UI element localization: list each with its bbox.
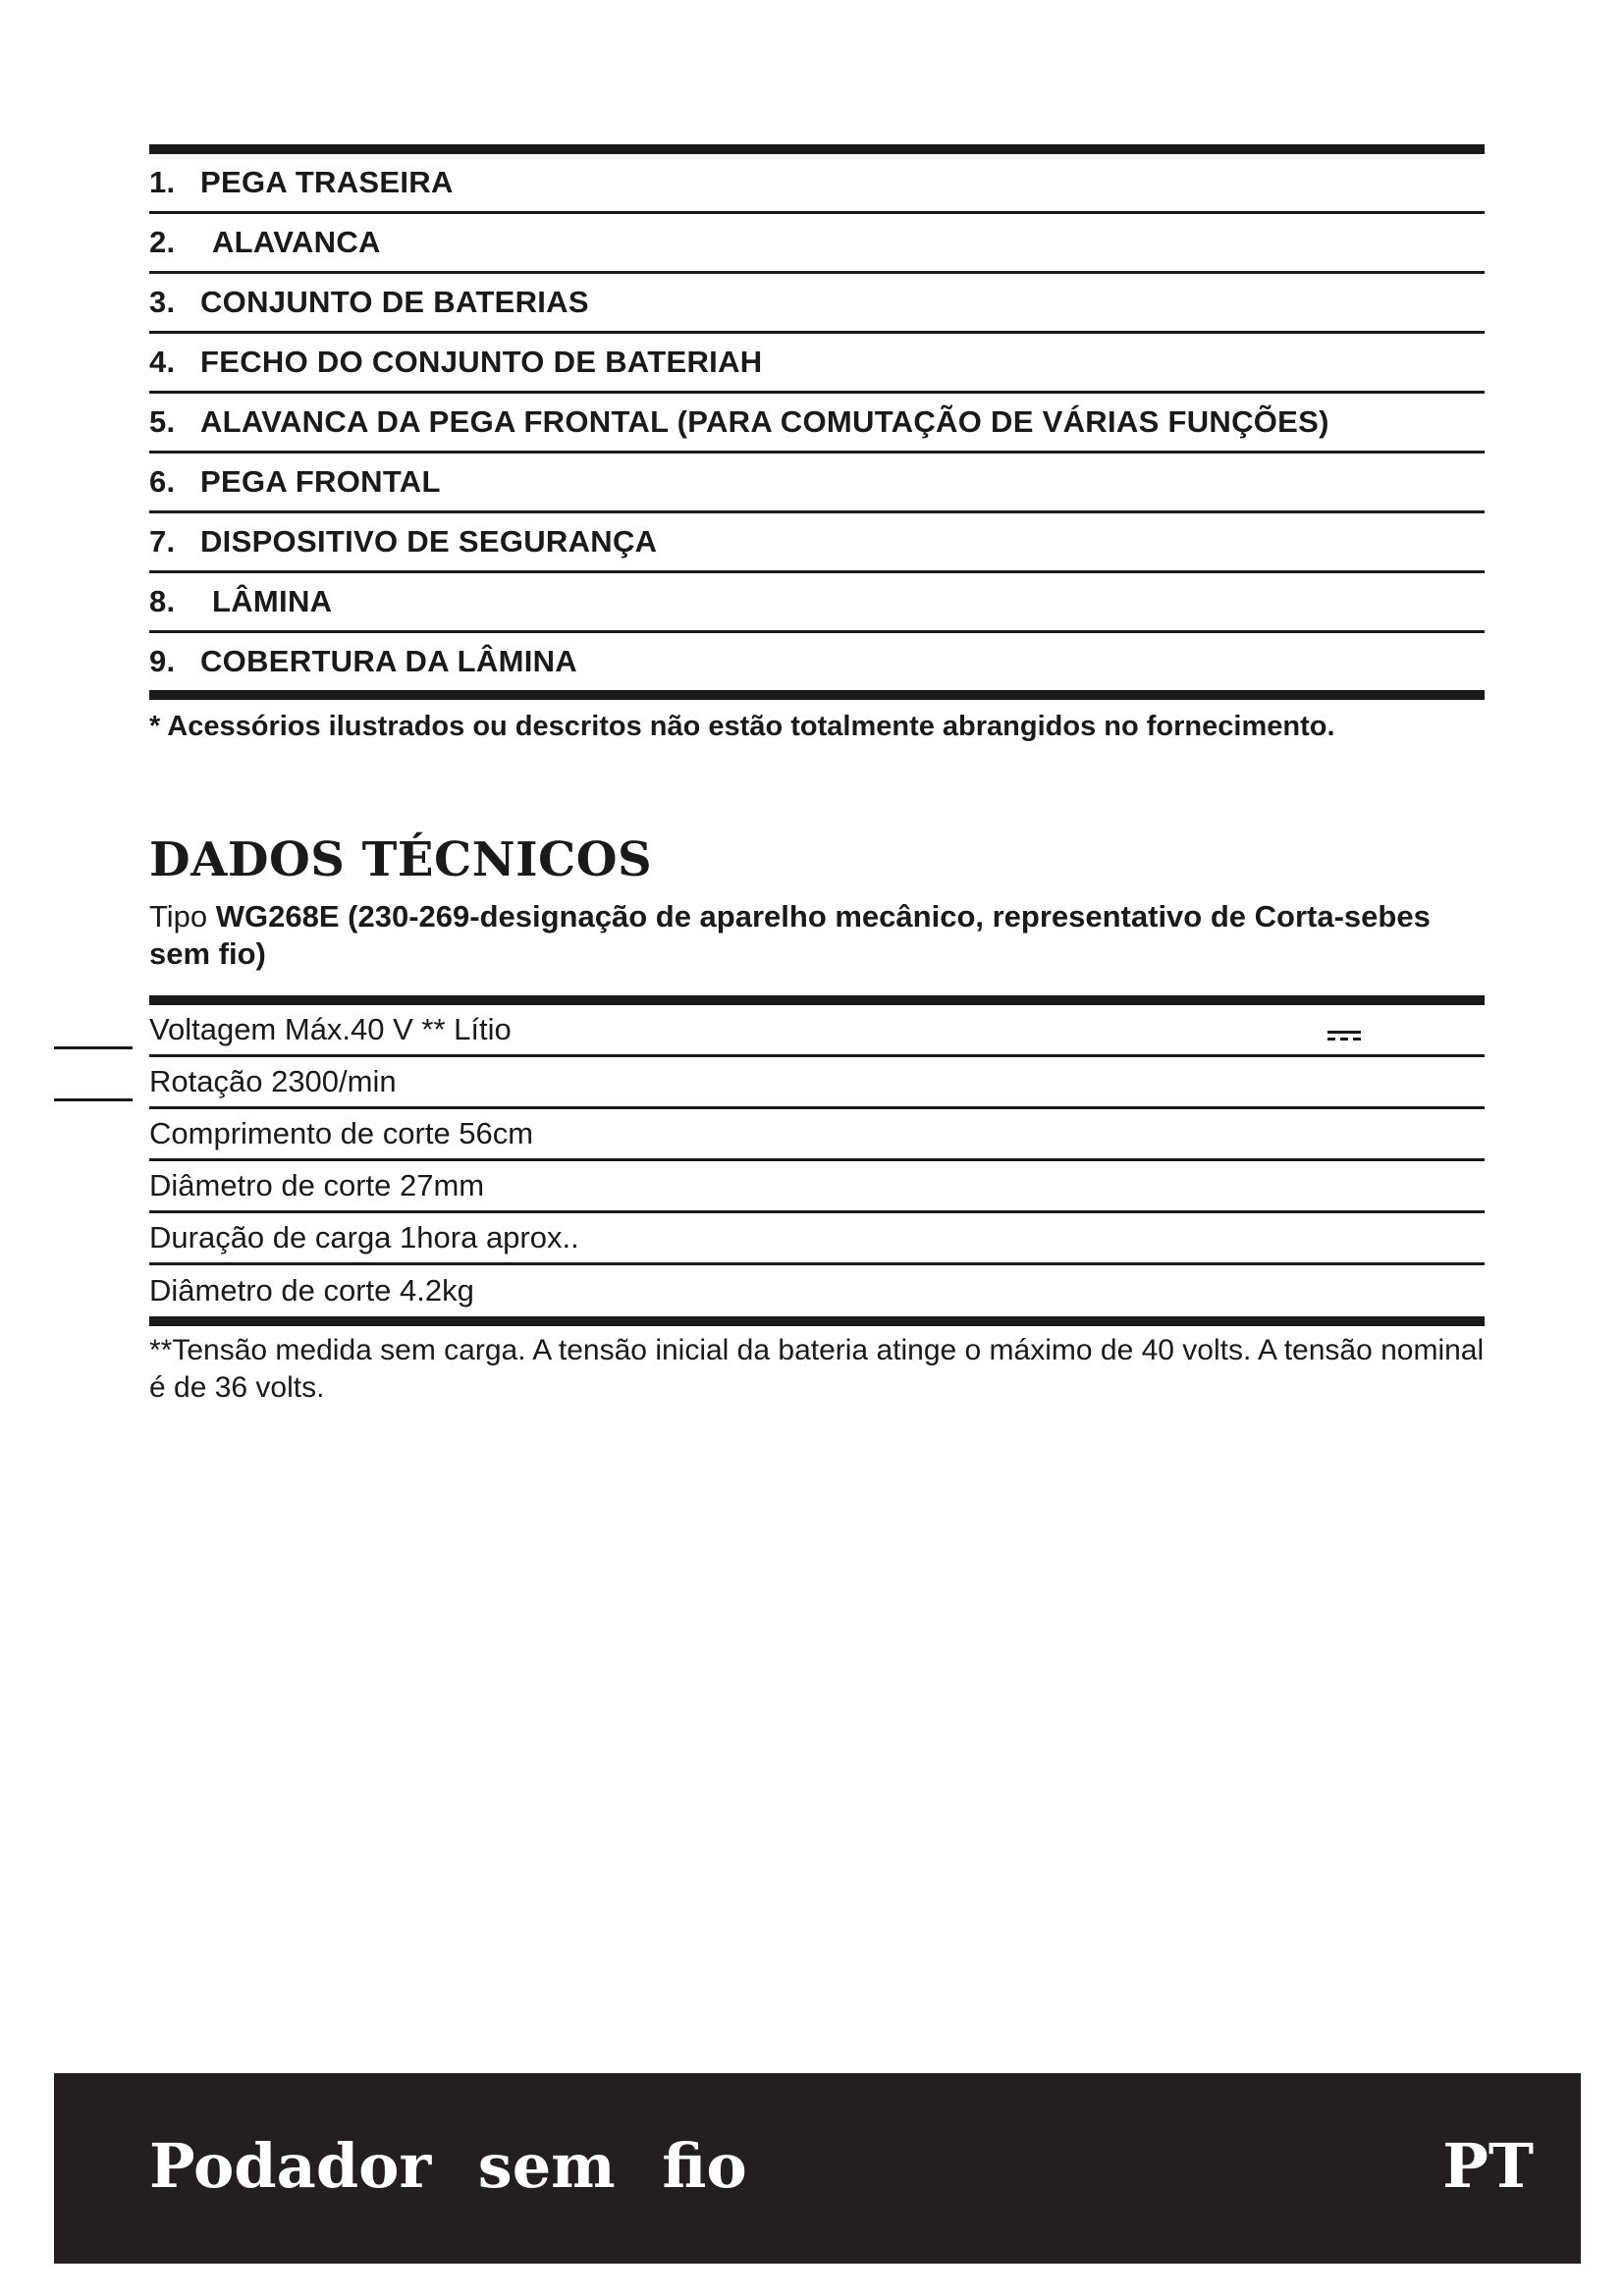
margin-tick xyxy=(54,1098,133,1101)
parts-list xyxy=(149,144,1485,700)
parts-top-rule xyxy=(149,144,1485,154)
part-number: 1. xyxy=(149,165,176,199)
spec-text: Diâmetro de corte 4.2kg xyxy=(149,1273,474,1308)
part-label: CONJUNTO DE BATERIAS xyxy=(200,285,589,319)
part-number: 5. xyxy=(149,404,176,439)
part-label: COBERTURA DA LÂMINA xyxy=(200,644,577,678)
spec-text: Comprimento de corte 56cm xyxy=(149,1116,534,1150)
part-label: DISPOSITIVO DE SEGURANÇA xyxy=(200,524,658,559)
model-type-line xyxy=(149,898,1494,973)
part-item-2 xyxy=(149,214,1485,271)
technical-data-heading: DADOS TÉCNICOS xyxy=(149,832,653,887)
part-label: ALAVANCA xyxy=(212,225,381,259)
part-item-4 xyxy=(149,334,1485,391)
part-number: 7. xyxy=(149,524,176,559)
specs-bottom-rule xyxy=(149,1316,1485,1326)
spec-row-voltage xyxy=(149,1005,1485,1054)
accessories-footnote: * Acessórios ilustrados ou descritos não estão totalmente abrangidos no fornecimento. xyxy=(149,711,1335,742)
part-label: ALAVANCA DA PEGA FRONTAL (PARA COMUTAÇÃO DE VÁRIAS FUNÇÕES) xyxy=(200,404,1329,439)
language-code: PT xyxy=(1442,2130,1534,2202)
part-item-7 xyxy=(149,513,1485,570)
spec-text: Duração de carga 1hora aprox.. xyxy=(149,1220,579,1255)
part-number: 4. xyxy=(149,345,176,379)
part-number: 3. xyxy=(149,285,176,319)
product-title: Podador sem fio xyxy=(149,2130,747,2202)
part-label: LÂMINA xyxy=(212,584,333,618)
spec-row-cut-length xyxy=(149,1109,1485,1158)
part-item-6 xyxy=(149,454,1485,510)
spec-table xyxy=(149,995,1485,1326)
type-value: WG268E (230-269-designação de aparelho mecânico, representativo de Corta-sebes sem fio) xyxy=(149,899,1431,971)
part-label: PEGA TRASEIRA xyxy=(200,165,454,199)
spec-row-weight xyxy=(149,1265,1485,1316)
spec-row-rotation xyxy=(149,1057,1485,1106)
part-number: 9. xyxy=(149,644,176,678)
part-label: FECHO DO CONJUNTO DE BATERIAH xyxy=(200,345,763,379)
part-item-1 xyxy=(149,154,1485,211)
specs-top-rule xyxy=(149,995,1485,1005)
part-item-9 xyxy=(149,633,1485,690)
part-label: PEGA FRONTAL xyxy=(200,464,441,499)
type-prefix: Tipo xyxy=(149,899,208,934)
spec-text: Voltagem Máx.40 V ** Lítio xyxy=(149,1012,512,1046)
dc-current-icon xyxy=(1327,1031,1361,1041)
spec-row-cut-diameter xyxy=(149,1161,1485,1210)
voltage-note: **Tensão medida sem carga. A tensão inicial da bateria atinge o máximo de 40 volts. A tensão nominal é de 36 volts. xyxy=(149,1334,1485,1404)
spec-text: Rotação 2300/min xyxy=(149,1064,397,1098)
spec-row-charge-time xyxy=(149,1213,1485,1262)
footer-band xyxy=(54,2073,1581,2264)
part-number: 6. xyxy=(149,464,176,499)
part-number: 2. xyxy=(149,225,176,259)
parts-bottom-rule xyxy=(149,690,1485,700)
part-item-3 xyxy=(149,274,1485,331)
spec-text: Diâmetro de corte 27mm xyxy=(149,1168,485,1202)
part-number: 8. xyxy=(149,584,176,618)
margin-tick xyxy=(54,1046,133,1049)
part-item-8 xyxy=(149,573,1485,630)
part-item-5 xyxy=(149,394,1485,451)
